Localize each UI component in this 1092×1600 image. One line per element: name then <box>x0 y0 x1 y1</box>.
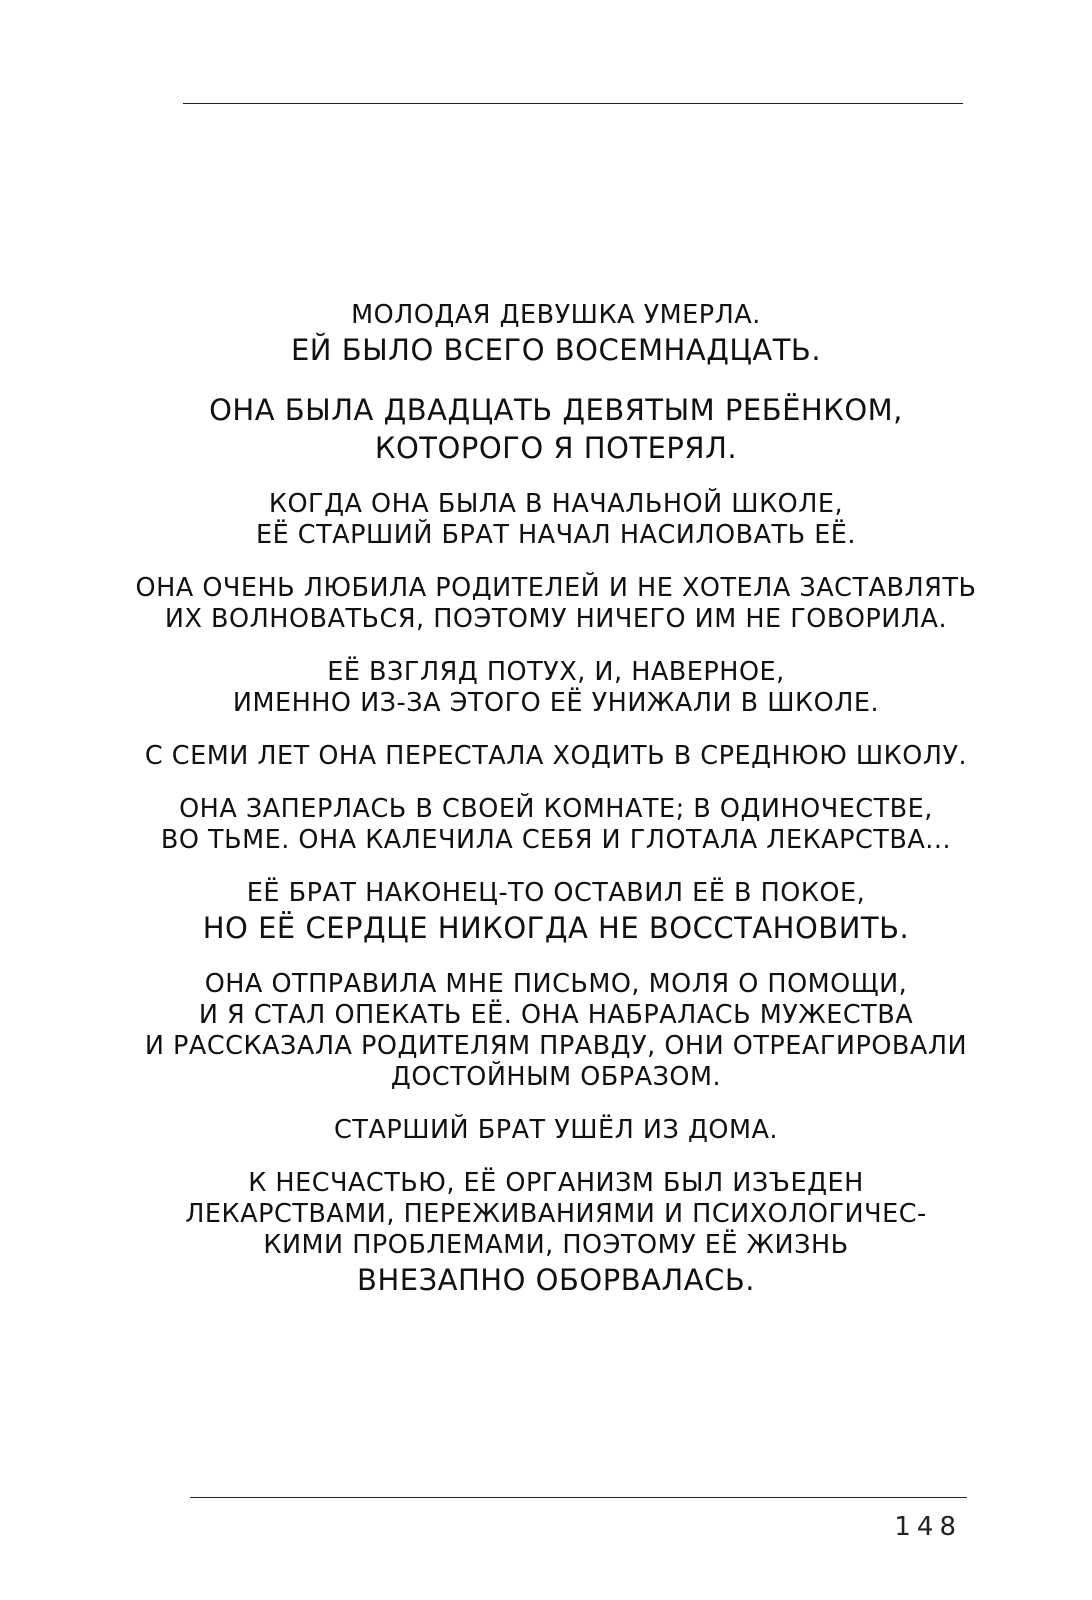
text-line: КОТОРОГО Я ПОТЕРЯЛ. <box>374 431 738 465</box>
paragraph <box>60 300 1052 369</box>
paragraph <box>60 489 1052 551</box>
paragraph <box>60 573 1052 635</box>
text-line: КОГДА ОНА БЫЛА В НАЧАЛЬНОЙ ШКОЛЕ, <box>268 489 844 519</box>
text-line: ЕЁ СТАРШИЙ БРАТ НАЧАЛ НАСИЛОВАТЬ ЕЁ. <box>255 520 857 550</box>
text-line: И Я СТАЛ ОПЕКАТЬ ЕЁ. ОНА НАБРАЛАСЬ МУЖЕСТВА <box>198 1000 914 1030</box>
text-line: ЕЙ БЫЛО ВСЕГО ВОСЕМНАДЦАТЬ. <box>290 333 822 367</box>
bottom-divider <box>190 1497 967 1498</box>
text-line: К НЕСЧАСТЬЮ, ЕЁ ОРГАНИЗМ БЫЛ ИЗЪЕДЕН <box>248 1168 864 1198</box>
text-line: ОНА ЗАПЕРЛАСЬ В СВОЕЙ КОМНАТЕ; В ОДИНОЧЕСТВЕ, <box>179 794 933 824</box>
text-line: ИМЕННО ИЗ-ЗА ЭТОГО ЕЁ УНИЖАЛИ В ШКОЛЕ. <box>232 688 880 718</box>
text-line: МОЛОДАЯ ДЕВУШКА УМЕРЛА. <box>351 300 761 330</box>
story-text <box>60 300 1052 1321</box>
text-line: ОНА ОТПРАВИЛА МНЕ ПИСЬМО, МОЛЯ О ПОМОЩИ, <box>204 969 908 999</box>
page-number: 148 <box>894 1512 962 1542</box>
text-line: ОНА ОЧЕНЬ ЛЮБИЛА РОДИТЕЛЕЙ И НЕ ХОТЕЛА ЗАСТАВЛЯТЬ <box>135 573 977 603</box>
paragraph <box>60 1115 1052 1146</box>
text-line: ДОСТОЙНЫМ ОБРАЗОМ. <box>390 1062 722 1092</box>
paragraph <box>60 878 1052 947</box>
text-line: НО ЕЁ СЕРДЦЕ НИКОГДА НЕ ВОССТАНОВИТЬ. <box>202 911 910 945</box>
text-line: ЕЁ БРАТ НАКОНЕЦ-ТО ОСТАВИЛ ЕЁ В ПОКОЕ, <box>246 878 866 908</box>
paragraph <box>60 741 1052 772</box>
top-divider <box>183 103 963 104</box>
paragraph <box>60 1168 1052 1299</box>
text-line: КИМИ ПРОБЛЕМАМИ, ПОЭТОМУ ЕЁ ЖИЗНЬ <box>263 1230 849 1260</box>
text-line: ОНА БЫЛА ДВАДЦАТЬ ДЕВЯТЫМ РЕБЁНКОМ, <box>209 393 903 427</box>
paragraph <box>60 969 1052 1093</box>
paragraph <box>60 657 1052 719</box>
paragraph <box>60 391 1052 467</box>
text-line: ВО ТЬМЕ. ОНА КАЛЕЧИЛА СЕБЯ И ГЛОТАЛА ЛЕКАРСТВА... <box>160 825 952 855</box>
text-line: ЛЕКАРСТВАМИ, ПЕРЕЖИВАНИЯМИ И ПСИХОЛОГИЧЕС- <box>185 1199 927 1229</box>
text-line: ИХ ВОЛНОВАТЬСЯ, ПОЭТОМУ НИЧЕГО ИМ НЕ ГОВОРИЛА. <box>164 604 948 634</box>
text-line: ВНЕЗАПНО ОБОРВАЛАСЬ. <box>357 1263 755 1297</box>
text-line: С СЕМИ ЛЕТ ОНА ПЕРЕСТАЛА ХОДИТЬ В СРЕДНЮЮ ШКОЛУ. <box>144 741 968 771</box>
text-line: И РАССКАЗАЛА РОДИТЕЛЯМ ПРАВДУ, ОНИ ОТРЕАГИРОВАЛИ <box>144 1031 968 1061</box>
paragraph <box>60 794 1052 856</box>
text-line: СТАРШИЙ БРАТ УШЁЛ ИЗ ДОМА. <box>334 1115 778 1145</box>
text-line: ЕЁ ВЗГЛЯД ПОТУХ, И, НАВЕРНОЕ, <box>327 657 785 687</box>
